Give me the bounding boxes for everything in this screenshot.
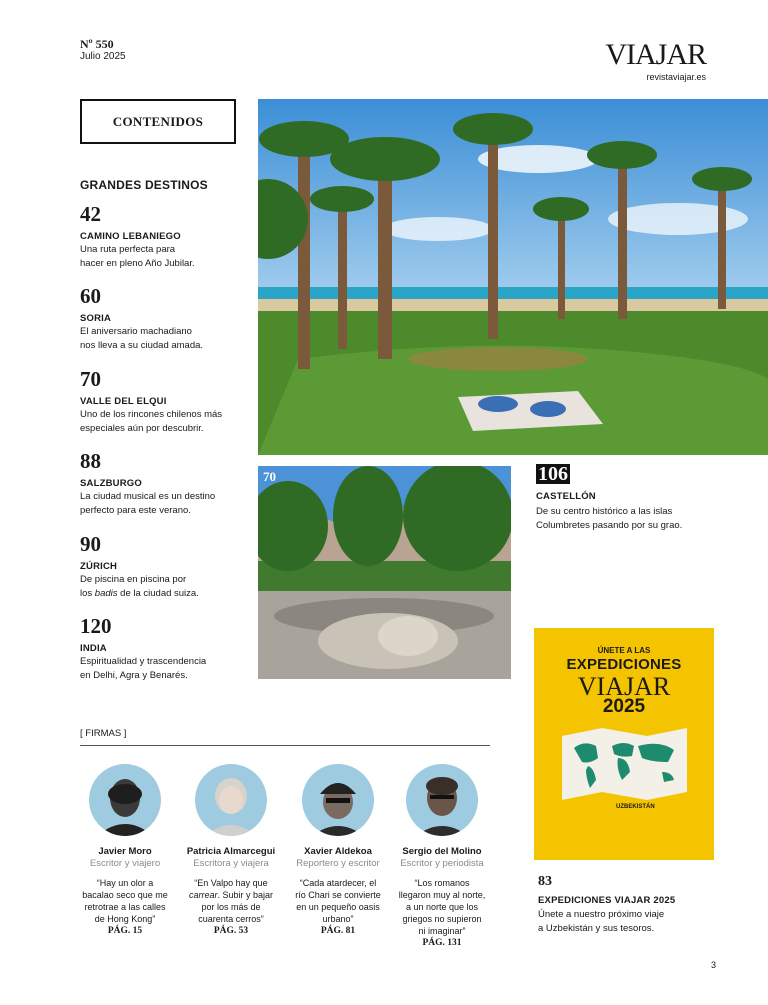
castellon-page[interactable]: 106: [538, 463, 568, 485]
entry-description: De piscina en piscina por los badis de la ciudad suiza.: [80, 574, 199, 599]
toc-entry[interactable]: [80, 203, 250, 270]
author-page: PÁG. 53: [213, 926, 249, 936]
avatar: [406, 764, 478, 836]
photo-page-tag: 70: [263, 469, 276, 484]
author-role: Reportero y escritor: [296, 858, 380, 869]
cover-tag: UZBEKISTÁN: [616, 804, 655, 810]
issue-date: Julio 2025: [80, 51, 126, 62]
brand-logo: VIAJAR: [605, 38, 706, 71]
entry-page: 70: [80, 367, 101, 391]
author-role: Escritor y viajero: [89, 858, 161, 869]
author-name: Xavier Aldekoa: [304, 846, 372, 857]
author-page: PÁG. 81: [320, 926, 356, 936]
brand-url[interactable]: revistaviajar.es: [646, 72, 706, 82]
world-map-icon: [562, 728, 687, 800]
expediciones-cover[interactable]: [534, 628, 714, 860]
entry-title: SALZBURGO: [80, 478, 142, 489]
entry-title: CAMINO LEBANIEGO: [80, 231, 181, 242]
entry-title: INDIA: [80, 643, 107, 654]
cover-logo: VIAJAR: [577, 672, 671, 701]
cover-headline: EXPEDICIONES: [566, 656, 682, 673]
entry-description: Espiritualidad y trascendencia en Delhi, Agra y Benarés.: [80, 656, 207, 681]
entry-page: 90: [80, 532, 101, 556]
issue-number: Nº 550: [80, 37, 114, 51]
entry-description: Una ruta perfecta para hacer en pleno Año Jubilar.: [80, 244, 195, 269]
expediciones-description: Únete a nuestro próximo viaje a Uzbekistán y sus tesoros.: [538, 909, 665, 934]
toc-entry[interactable]: [80, 368, 250, 435]
author-card[interactable]: [75, 764, 175, 936]
expediciones-title: EXPEDICIONES VIAJAR 2025: [538, 895, 676, 906]
entry-page: 42: [80, 202, 101, 226]
castellon-description: De su centro histórico a las islas Columbretes pasando por su grao.: [536, 506, 683, 531]
author-quote: “En Valpo hay que carrear. Subir y bajar por los más de cuarenta cerros”: [188, 878, 274, 924]
cover-kicker: ÚNETE A LAS: [597, 646, 651, 655]
author-role: Escritor y periodista: [400, 858, 484, 869]
author-name: Javier Moro: [98, 846, 152, 857]
toc-entry[interactable]: [80, 615, 250, 682]
entry-page: 88: [80, 449, 101, 473]
contents-heading: CONTENIDOS: [80, 99, 236, 144]
avatar: [89, 764, 161, 836]
author-card[interactable]: [288, 764, 388, 936]
author-name: Sergio del Molino: [402, 846, 482, 857]
firmas-divider: [80, 745, 490, 746]
author-card[interactable]: [392, 764, 492, 948]
author-quote: “Los romanos llegaron muy al norte, a un norte que los griegos no supieron ni imaginar”: [398, 878, 486, 936]
author-quote: “Cada atardecer, el río Chari se convierte en un pequeño oasis urbano”: [295, 878, 381, 924]
entry-description: El aniversario machadiano nos lleva a su ciudad amada.: [80, 326, 204, 351]
author-quote: “Hay un olor a bacalao seco que me retrotrae a las calles de Hong Kong”: [82, 878, 168, 924]
entry-title: ZÚRICH: [80, 561, 118, 572]
avatar: [302, 764, 374, 836]
entry-description: Uno de los rincones chilenos más especiales aún por descubrir.: [80, 409, 223, 434]
entry-page: 60: [80, 284, 101, 308]
castellon-photo[interactable]: [258, 99, 768, 455]
author-page: PÁG. 131: [422, 938, 462, 948]
toc-entry[interactable]: [80, 450, 250, 517]
toc-entry[interactable]: [80, 533, 250, 600]
expediciones-page[interactable]: 83: [538, 874, 552, 889]
cover-year: 2025: [602, 696, 646, 717]
author-role: Escritora y viajera: [193, 858, 269, 869]
entry-title: SORIA: [80, 313, 112, 324]
castellon-title: CASTELLÓN: [536, 491, 596, 502]
entry-description: La ciudad musical es un destino perfecto para este verano.: [80, 491, 216, 516]
firmas-label: [ FIRMAS ]: [80, 728, 127, 739]
valle-del-elqui-photo[interactable]: [258, 466, 511, 679]
entry-page: 120: [80, 614, 112, 638]
toc-entry[interactable]: [80, 285, 250, 352]
author-page: PÁG. 15: [107, 926, 143, 936]
entry-title: VALLE DEL ELQUI: [80, 396, 167, 407]
section-title: GRANDES DESTINOS: [80, 178, 208, 192]
author-card[interactable]: [181, 764, 281, 936]
page-number: 3: [710, 960, 716, 970]
author-name: Patricia Almarcegui: [186, 846, 276, 857]
avatar: [195, 764, 267, 836]
